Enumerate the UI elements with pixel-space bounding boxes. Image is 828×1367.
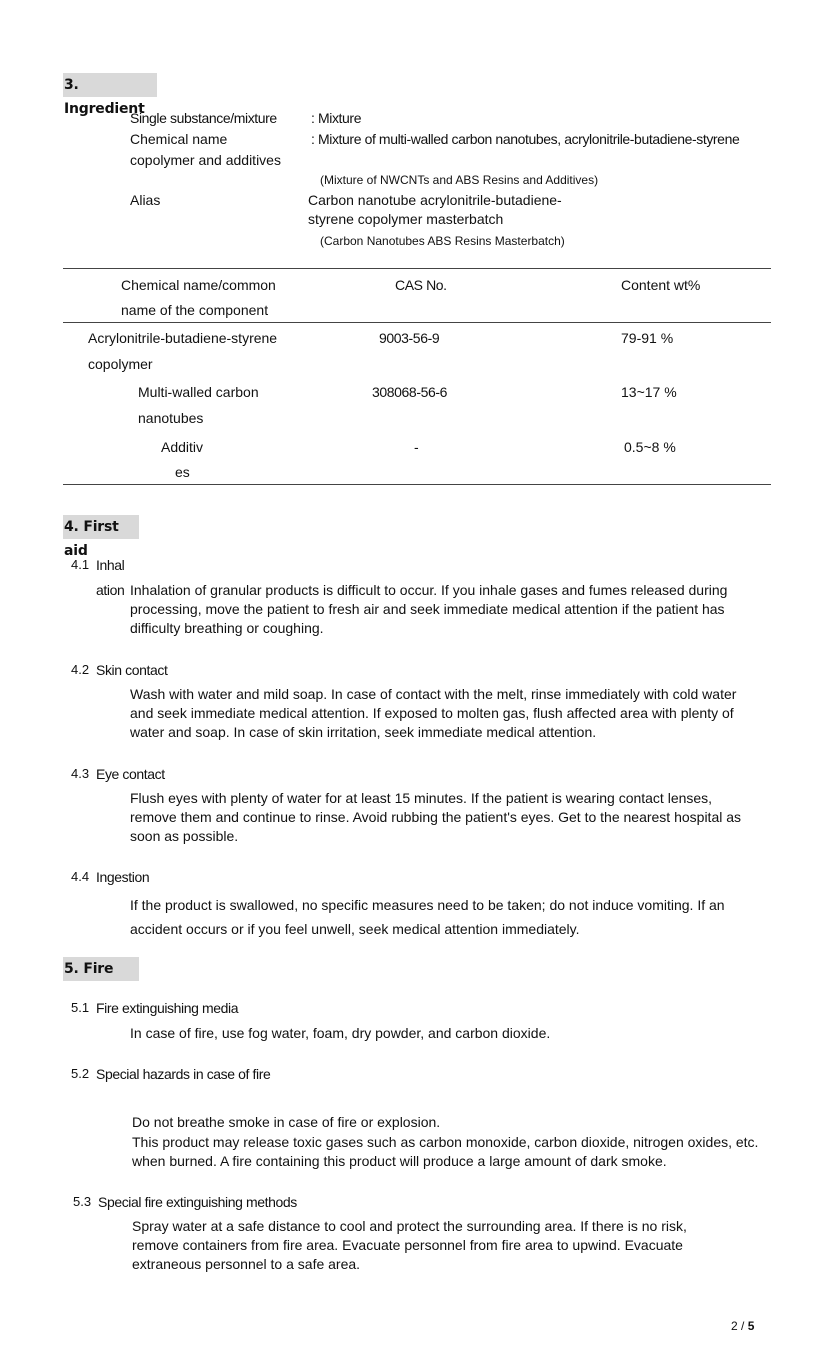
page-separator: /: [737, 1319, 748, 1333]
section-4-heading: 4. First aid: [63, 515, 139, 539]
table-row-2-content: 13~17 %: [621, 384, 677, 400]
table-row-3-cas: -: [414, 439, 419, 455]
table-row-3-content: 0.5~8 %: [624, 439, 676, 455]
item-4-1-text: Inhalation of granular products is difficult to occur. If you inhale gases and fumes released during processing, move the patient to fresh air and seek immediate medical attention if the patient has difficulty breathing or coughing.: [130, 582, 728, 636]
table-header-name-2: name of the component: [121, 302, 269, 318]
item-5-3-number: 5.3: [73, 1194, 92, 1209]
alias-label: Alias: [130, 192, 161, 208]
item-5-2-text-2: This product may release toxic gases such as carbon monoxide, carbon dioxide, nitrogen oxides, etc. when burned. A fire containing this product will produce a large amount of dark smoke.: [132, 1134, 759, 1169]
table-row-1-name-1: Acrylonitrile-butadiene-styrene: [88, 330, 278, 346]
alias-line-2: styrene copolymer masterbatch: [308, 211, 504, 227]
table-top-rule: [63, 268, 771, 269]
page-number: [731, 1319, 754, 1333]
item-4-4-title: Ingestion: [96, 869, 150, 885]
item-5-2-text-1: Do not breathe smoke in case of fire or explosion.: [132, 1114, 441, 1130]
item-5-3-title: Special fire extinguishing methods: [98, 1194, 297, 1210]
section-3-heading: 3. Ingredient: [63, 73, 157, 97]
item-5-1-title: Fire extinguishing media: [96, 1000, 239, 1016]
page-current: 2: [731, 1319, 738, 1333]
single-substance-label: Single substance/mixture: [130, 110, 277, 126]
table-row-3-name-2: es: [175, 464, 190, 480]
item-4-1-title-continuation: ation: [96, 582, 125, 598]
section-5-heading: 5. Fire: [63, 957, 139, 981]
table-row-1-cas: 9003-56-9: [379, 330, 440, 346]
item-5-1-text: In case of fire, use fog water, foam, dry powder, and carbon dioxide.: [130, 1025, 551, 1041]
table-row-3-name-1: Additiv: [161, 439, 204, 455]
table-row-2-cas: 308068-56-6: [372, 384, 447, 400]
item-5-2-title: Special hazards in case of fire: [96, 1066, 271, 1082]
table-bottom-rule: [63, 484, 771, 485]
page-total: 5: [747, 1319, 755, 1333]
item-4-4-number: 4.4: [71, 869, 90, 884]
table-row-1-content: 79-91 %: [621, 330, 674, 346]
item-4-3-title: Eye contact: [96, 766, 165, 782]
item-4-4-text: If the product is swallowed, no specific measures need to be taken; do not induce vomiting. If an accident occurs or if you feel unwell, seek medical attention immediately.: [130, 897, 725, 937]
single-substance-value: : Mixture: [311, 110, 362, 126]
item-4-3-number: 4.3: [71, 766, 90, 781]
chemical-name-label: Chemical name: [130, 131, 228, 147]
table-header-rule: [63, 322, 771, 323]
item-5-2-number: 5.2: [71, 1066, 90, 1081]
chemical-name-value: : Mixture of multi-walled carbon nanotubes, acrylonitrile-butadiene-styrene: [311, 131, 740, 147]
item-4-2-text: Wash with water and mild soap. In case of contact with the melt, rinse immediately with cold water and seek immediate medical attention. If exposed to molten gas, flush affected area with plenty of water and soap. In case of skin irritation, seek immediate medical attention.: [130, 686, 737, 740]
table-header-name-1: Chemical name/common: [121, 277, 276, 293]
item-4-3-text: Flush eyes with plenty of water for at least 15 minutes. If the patient is wearing contact lenses, remove them and continue to rinse. Avoid rubbing the patient's eyes. Get to the nearest hospital as soon as possible.: [130, 790, 742, 844]
item-5-1-number: 5.1: [71, 1000, 90, 1015]
item-5-3-text: Spray water at a safe distance to cool and protect the surrounding area. If there is no risk, remove containers from fire area. Evacuate personnel from fire area to upwind. Evacuate extraneous personnel to a safe area.: [132, 1218, 687, 1272]
alias-note: (Carbon Nanotubes ABS Resins Masterbatch): [320, 234, 565, 248]
item-4-1-number: 4.1: [71, 557, 90, 572]
table-row-1-name-2: copolymer: [88, 356, 153, 372]
table-row-2-name-2: nanotubes: [138, 410, 204, 426]
item-4-2-title: Skin contact: [96, 662, 168, 678]
table-header-content: Content wt%: [621, 277, 701, 293]
chemical-name-note: (Mixture of NWCNTs and ABS Resins and Additives): [320, 173, 599, 187]
table-row-2-name-1: Multi-walled carbon: [138, 384, 259, 400]
chemical-name-continuation: copolymer and additives: [130, 152, 281, 168]
item-4-2-number: 4.2: [71, 662, 90, 677]
item-4-1-title: Inhal: [96, 557, 125, 573]
alias-line-1: Carbon nanotube acrylonitrile-butadiene-: [308, 192, 562, 208]
table-header-cas: CAS No.: [395, 277, 447, 293]
